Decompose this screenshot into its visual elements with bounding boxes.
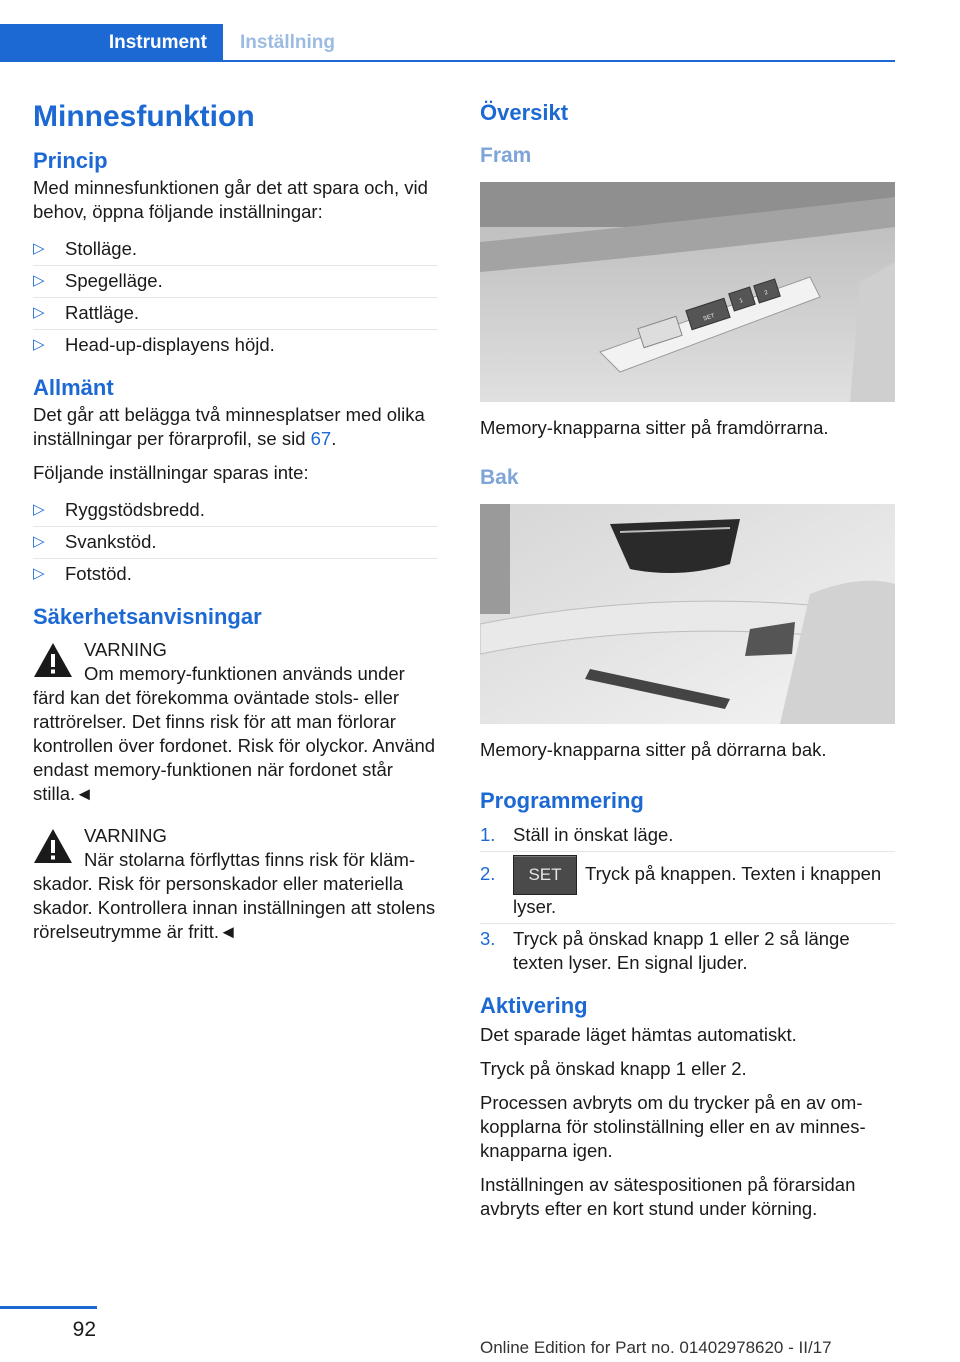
list-item: ▷ Ryggstödsbredd. [33,495,438,527]
memory-2-label: 2 [763,289,769,297]
triangle-bullet-icon: ▷ [33,533,45,550]
rear-door-photo [480,504,895,724]
page-reference-link[interactable]: 67 [310,428,332,449]
allmant-heading: Allmänt [33,375,114,400]
warning-block [33,638,438,806]
right-column [480,100,895,1231]
page-header [0,24,895,62]
warning-title: VARNING [84,825,167,846]
list-item: 1. Ställ in önskat läge. [480,820,895,852]
aktivering-heading: Aktivering [480,993,588,1018]
princip-text: Med minnesfunktionen går det att spara och, vid behov, öppna följande inställningar: [33,177,428,222]
page-title: Minnesfunktion [33,100,255,133]
aktivering-text: Inställningen av sätespositionen på förarsidan avbryts efter en kort stund under körning. [480,1174,856,1219]
triangle-bullet-icon: ▷ [33,336,45,353]
aktivering-text: Tryck på önskad knapp 1 eller 2. [480,1058,747,1079]
warning-triangle-icon [33,642,73,678]
triangle-bullet-icon: ▷ [33,304,45,321]
front-door-illustration [480,182,895,402]
aktivering-text: Det sparade läget hämtas automatiskt. [480,1024,797,1045]
list-item: ▷ Spegelläge. [33,266,438,298]
fram-heading: Fram [480,144,532,167]
triangle-bullet-icon: ▷ [33,272,45,289]
fram-caption: Memory-knapparna sitter på framdörrarna. [480,417,829,438]
list-item: ▷ Fotstöd. [33,563,132,584]
not-saved-intro: Följande inställningar sparas inte: [33,462,309,483]
triangle-bullet-icon: ▷ [33,565,45,582]
oversikt-heading: Översikt [480,100,569,125]
warning-title: VARNING [84,639,167,660]
princip-list [33,234,438,361]
bak-heading: Bak [480,466,519,489]
bak-caption: Memory-knapparna sitter på dörrarna bak. [480,739,827,760]
list-item: ▷ Stolläge. [33,234,438,266]
allmant-text: Det går att belägga två minnesplatser med olika inställningar per förarprofil, se sid 67. [33,404,425,449]
programmering-heading: Programmering [480,788,644,813]
safety-heading: Säkerhetsanvisningar [33,604,262,629]
warning-text: När stolarna förflyttas finns risk för kläm- skador. Risk för personskador eller materiella skador. Kontrollera innan inställningen att stolens rörelseutrymme är fritt.◄ [33,849,436,942]
left-column [33,100,438,962]
aktivering-text: Processen avbryts om du trycker på en av omkopplarna för stolinställning eller en av minnesknapparna igen. [480,1092,866,1161]
list-item: ▷ Rattläge. [33,298,438,330]
list-item: 2. SET Tryck på knappen. Texten i knappen lyser. [480,852,895,924]
front-door-photo [480,182,895,402]
warning-block [33,824,438,944]
princip-heading: Princip [33,148,108,173]
programmering-steps [480,820,895,979]
set-label: SET [702,313,716,323]
warning-triangle-icon [33,828,73,864]
rear-door-illustration [480,504,895,724]
triangle-bullet-icon: ▷ [33,240,45,257]
edition-text: Online Edition for Part no. 01402978620 - II/17 [480,1338,832,1357]
list-item: ▷ Svankstöd. [33,527,438,559]
set-button-icon: SET [513,855,577,895]
page-number: 92 [72,1318,96,1341]
not-saved-list [33,495,438,590]
list-item: ▷ Head-up-displayens höjd. [33,334,275,355]
warning-text: Om memory-funktionen används under färd kan det förekomma oväntade stols- eller rattrörelser. Det finns risk för att man förlorar kontrollen över fordonet. Risk för olyckor. Använd endast memory-funktionen när fordonet står stilla.◄ [33,663,436,804]
list-item: 3. Tryck på önskad knapp 1 eller 2 så länge texten lyser. En signal ljuder. [480,928,850,973]
tab-instrument[interactable]: Instrument [0,24,223,62]
tab-installning[interactable]: Inställning [240,32,335,53]
memory-1-label: 1 [738,297,744,305]
header-divider [0,60,895,62]
footer-divider [0,1306,97,1309]
triangle-bullet-icon: ▷ [33,501,45,518]
